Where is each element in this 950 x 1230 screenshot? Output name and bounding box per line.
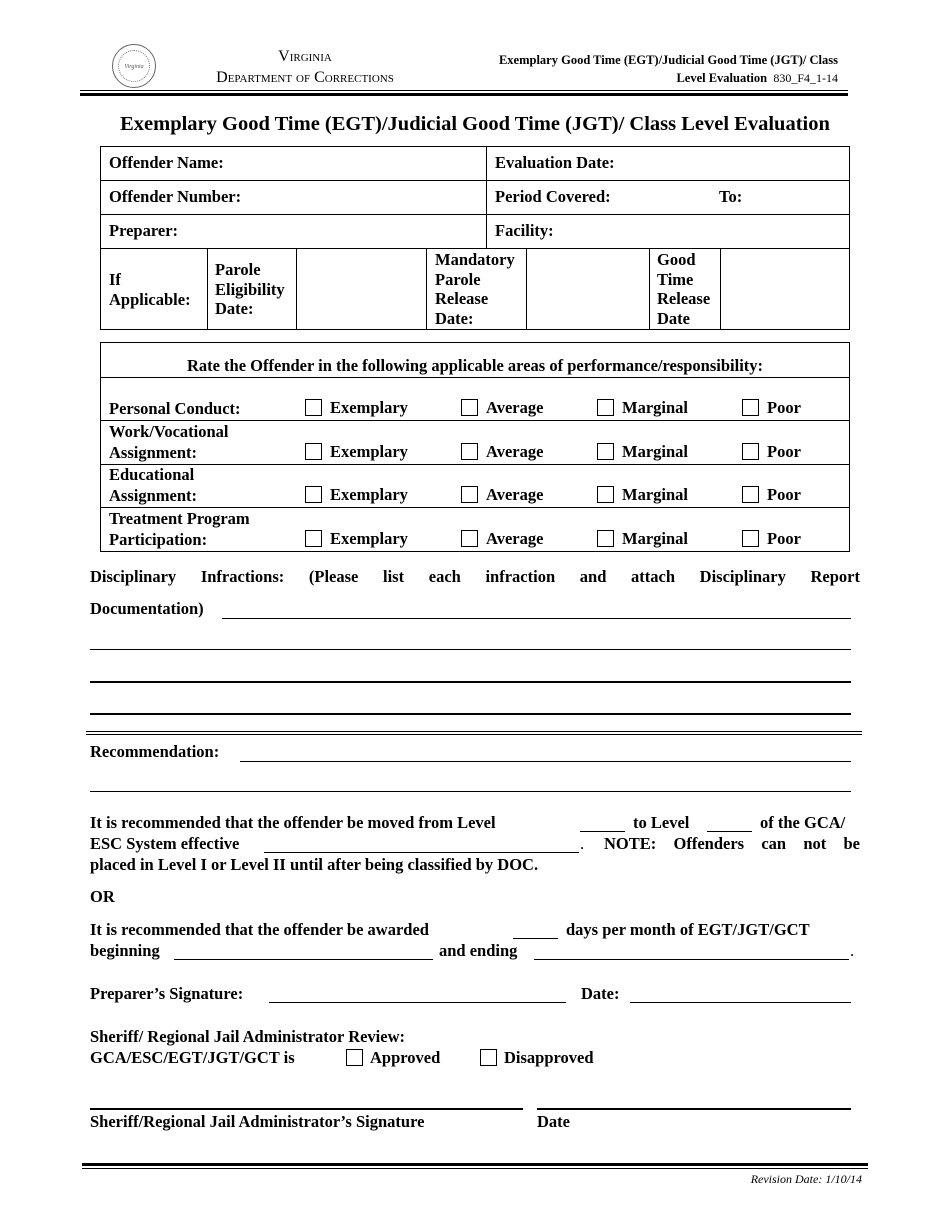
rating-option-label: Exemplary	[330, 485, 408, 504]
rating-row-label-3: Treatment Program Participation:	[109, 509, 250, 549]
preparer-date-label: Date:	[581, 984, 620, 1003]
seal-logo	[112, 44, 156, 88]
review-label-1: Sheriff/ Regional Jail Administrator Review:	[90, 1027, 405, 1046]
rating-option-label: Marginal	[622, 442, 688, 461]
parole-eligibility-label: Parole Eligibility Date:	[215, 260, 285, 318]
rating-row-label-0: Personal Conduct:	[109, 399, 241, 418]
award-text-4: and ending	[439, 941, 518, 960]
header-rule-thick	[80, 93, 848, 96]
review-label-2: GCA/ESC/EGT/JGT/GCT is	[90, 1048, 295, 1067]
info-divider-2	[100, 214, 850, 215]
admin-date-label: Date	[537, 1112, 570, 1131]
header-form-title	[499, 51, 838, 87]
level-move-note: NOTE: Offenders can not be	[604, 834, 860, 853]
info-divider-1	[100, 180, 850, 181]
disciplinary-input-line-2[interactable]	[90, 649, 851, 650]
if-applicable-label: If Applicable:	[109, 270, 191, 309]
disapproved-label: Disapproved	[504, 1048, 594, 1067]
rating-checkbox-2-marginal[interactable]	[597, 486, 614, 503]
recommendation-input-line-1[interactable]	[240, 761, 851, 762]
preparer-date-field[interactable]	[630, 1002, 851, 1003]
header-right-line2: Level Evaluation	[676, 71, 768, 85]
approved-checkbox[interactable]	[346, 1049, 363, 1066]
rating-option-label: Marginal	[622, 485, 688, 504]
rating-checkbox-0-marginal[interactable]	[597, 399, 614, 416]
footer-rule-thin	[82, 1168, 868, 1169]
period-covered-label: Period Covered:	[495, 187, 611, 206]
rating-option-label: Average	[486, 529, 544, 548]
rating-option-label: Exemplary	[330, 442, 408, 461]
rating-checkbox-0-exemplary[interactable]	[305, 399, 322, 416]
mandatory-parole-label: Mandatory Parole Release Date:	[435, 250, 515, 328]
good-time-date-field[interactable]	[721, 249, 849, 329]
preparer-signature-label: Preparer’s Signature:	[90, 984, 244, 1003]
rating-divider-2	[100, 464, 850, 465]
offender-number-label: Offender Number:	[109, 187, 242, 206]
section-divider-b	[86, 734, 862, 735]
rating-checkbox-3-average[interactable]	[461, 530, 478, 547]
header-right-line1: Exemplary Good Time (EGT)/Judicial Good Time (JGT)/ Class	[498, 53, 838, 67]
rating-row-label-2: Educational Assignment:	[109, 465, 198, 505]
disapproved-checkbox[interactable]	[480, 1049, 497, 1066]
or-label: OR	[90, 887, 115, 906]
rating-checkbox-1-poor[interactable]	[742, 443, 759, 460]
admin-signature-label: Sheriff/Regional Jail Administrator’s Signature	[90, 1112, 425, 1131]
award-text-2: days per month of EGT/JGT/GCT	[566, 920, 810, 939]
rating-checkbox-0-average[interactable]	[461, 399, 478, 416]
preparer-signature-field[interactable]	[269, 1002, 566, 1003]
rating-option-label: Average	[486, 442, 544, 461]
rating-checkbox-0-poor[interactable]	[742, 399, 759, 416]
level-move-text-2: to Level	[633, 813, 690, 832]
page-title: Exemplary Good Time (EGT)/Judicial Good Time (JGT)/ Class Level Evaluation	[120, 113, 830, 135]
revision-date: Revision Date: 1/10/14	[750, 1172, 862, 1186]
rating-checkbox-1-average[interactable]	[461, 443, 478, 460]
header-rule-thin	[80, 90, 848, 91]
level-move-text-3: of the GCA/	[760, 813, 846, 832]
disciplinary-line1: Disciplinary Infractions: (Please list each infraction and attach Disciplinary Report	[90, 567, 860, 586]
level-move-text-4: ESC System effective	[90, 834, 240, 853]
level-move-text-5: placed in Level I or Level II until after being classified by DOC.	[90, 855, 539, 874]
recommendation-label: Recommendation:	[90, 742, 220, 761]
seal-text: Virginia	[118, 50, 150, 82]
info-col-divider	[486, 146, 487, 248]
date-col-divider-5	[649, 248, 650, 330]
date-col-divider-3	[426, 248, 427, 330]
dept-line1: Virginia	[278, 48, 332, 65]
rating-checkbox-3-marginal[interactable]	[597, 530, 614, 547]
to-label: To:	[719, 187, 743, 206]
facility-label: Facility:	[495, 221, 554, 240]
evaluation-date-label: Evaluation Date:	[495, 153, 615, 172]
days-per-month-field[interactable]	[513, 938, 558, 939]
ending-date-field[interactable]	[534, 959, 849, 960]
from-level-field[interactable]	[580, 831, 625, 832]
rating-option-label: Poor	[767, 485, 801, 504]
award-text-3: beginning	[90, 941, 160, 960]
good-time-label: Good Time Release Date	[657, 250, 711, 328]
dept-line2: Department of Corrections	[216, 69, 394, 86]
recommendation-input-line-2[interactable]	[90, 791, 851, 792]
offender-name-label: Offender Name:	[109, 153, 224, 172]
rating-option-label: Marginal	[622, 529, 688, 548]
rating-row-label-1: Work/Vocational Assignment:	[109, 422, 229, 462]
to-level-field[interactable]	[707, 831, 752, 832]
beginning-date-field[interactable]	[174, 959, 433, 960]
rating-checkbox-2-average[interactable]	[461, 486, 478, 503]
disciplinary-input-line-4[interactable]	[90, 713, 851, 715]
rating-option-label: Poor	[767, 398, 801, 417]
rating-checkbox-3-exemplary[interactable]	[305, 530, 322, 547]
rating-option-label: Average	[486, 398, 544, 417]
rating-option-label: Poor	[767, 529, 801, 548]
rating-option-label: Marginal	[622, 398, 688, 417]
form-code: 830_F4_1-14	[773, 71, 838, 85]
rating-checkbox-1-exemplary[interactable]	[305, 443, 322, 460]
disciplinary-input-line-1[interactable]	[222, 618, 851, 619]
rating-option-label: Exemplary	[330, 398, 408, 417]
disciplinary-input-line-3[interactable]	[90, 681, 851, 683]
rating-checkbox-2-exemplary[interactable]	[305, 486, 322, 503]
footer-rule-thick	[82, 1163, 868, 1166]
rating-option-label: Poor	[767, 442, 801, 461]
rating-option-label: Exemplary	[330, 529, 408, 548]
rating-checkbox-1-marginal[interactable]	[597, 443, 614, 460]
section-divider-a	[86, 731, 862, 732]
approved-label: Approved	[370, 1048, 441, 1067]
mandatory-parole-date-field[interactable]	[527, 249, 649, 329]
admin-signature-field[interactable]	[90, 1108, 523, 1110]
date-col-divider-1	[207, 248, 208, 330]
admin-date-field[interactable]	[537, 1108, 851, 1110]
award-period: .	[850, 941, 855, 960]
disciplinary-line2: Documentation)	[90, 599, 204, 618]
award-text-1: It is recommended that the offender be awarded	[90, 920, 429, 939]
preparer-label: Preparer:	[109, 221, 179, 240]
rating-heading: Rate the Offender in the following applicable areas of performance/responsibility:	[186, 356, 764, 375]
rating-option-label: Average	[486, 485, 544, 504]
rating-checkbox-2-poor[interactable]	[742, 486, 759, 503]
rating-checkbox-3-poor[interactable]	[742, 530, 759, 547]
level-move-period: .	[580, 834, 585, 853]
parole-eligibility-date-field[interactable]	[297, 249, 426, 329]
effective-date-field[interactable]	[264, 852, 579, 853]
level-move-text-1: It is recommended that the offender be moved from Level	[90, 813, 496, 832]
